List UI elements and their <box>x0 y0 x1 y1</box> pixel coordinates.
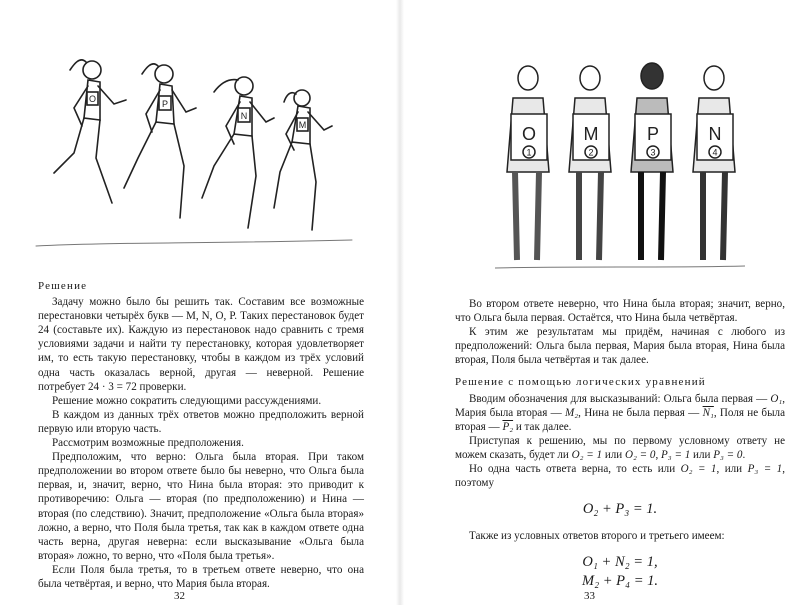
runner-bib-4: M <box>298 120 307 130</box>
symbol-o1: O₁ <box>770 392 783 405</box>
girl-4 <box>693 66 735 260</box>
card-number-2: 2 <box>588 147 594 158</box>
runner-3 <box>202 77 274 228</box>
book-gutter <box>396 0 404 605</box>
notation-paragraph: Вводим обозначения для высказываний: Ольга была первая — O₁, Мария была вторая — M₂, Нина не была первая — N₁, Поля не была вторая — P₂ и так далее. <box>455 392 785 433</box>
paragraph: Во втором ответе неверно, что Нина была вторая; значит, верно, что Ольга была первая. Остаётся, что Нина была четвёртая. <box>455 298 785 325</box>
formula-3: M₂ + P₄ = 1. <box>582 573 658 590</box>
runner-4 <box>274 90 332 230</box>
logic-equations-heading: Решение с помощью логических уравнений <box>455 376 706 389</box>
formula-2: O₁ + N₂ = 1, <box>582 554 658 571</box>
paragraph: Предположим, что верно: Ольга была вторая. При таком предположении во втором ответе было бы неверно, что Ольга была первая, и, значит, верно, что Нина была вторая: это приводит к противоречию: Ольга — вторая (по предположению) и Нина — вторая (по следствию). Значит, предположение «Ольга была вторая» ложно, а верно, что Поля была третья, так как в каждом ответе одна часть верна, другая неверна: если высказывание «Ольга была вторая» ложно, то верно, что «Поля была третья». <box>38 451 364 562</box>
runner-1 <box>54 60 126 203</box>
card-number-3: 3 <box>650 147 656 158</box>
runner-bib-1: O <box>88 94 97 104</box>
left-page-text <box>38 279 364 591</box>
card-letter-4: N <box>708 124 722 144</box>
runner-bib-2: P <box>161 99 169 109</box>
symbol-n1-bar: N₁ <box>702 406 714 419</box>
page-number-right: 33 <box>584 590 595 602</box>
solution-heading: Решение <box>38 280 88 292</box>
paragraph: В каждом из данных трёх ответов можно предположить верной первую или вторую часть. <box>38 408 364 435</box>
paragraph: К этим же результатам мы придём, начиная с любого из предположений: Ольга была первая, Мария была вторая, Нина была вторая, Поля была четвёртая и так далее. <box>455 326 785 367</box>
paragraph: Рассмотрим возможные предположения. <box>52 437 244 450</box>
formula-1: O₂ + P₃ = 1. <box>582 501 658 518</box>
girl-3 <box>631 63 673 260</box>
symbol-p2-bar: P₂ <box>502 420 514 433</box>
paragraph: Также из условных ответов второго и третьего имеем: <box>469 530 725 543</box>
card-number-4: 4 <box>712 147 718 158</box>
conclusion-paragraph: Но одна часть ответа верна, то есть или O₂ = 1, или P₃ = 1, поэтому <box>455 463 785 490</box>
girl-2 <box>569 66 611 260</box>
runner-bib-3: N <box>240 111 248 121</box>
girl-1 <box>507 66 549 260</box>
paragraph: Если Поля была третья, то в третьем ответе неверно, что она была четвёртая, и верно, что Мария была вторая. <box>38 563 364 590</box>
runners-illustration <box>34 48 354 256</box>
girls-with-cards-illustration <box>495 62 745 274</box>
card-number-1: 1 <box>526 147 532 158</box>
runner-2 <box>124 64 196 218</box>
card-letter-1: O <box>521 124 537 144</box>
right-page-text <box>455 297 785 601</box>
symbol-m2: M₂ <box>565 406 579 419</box>
page-number-left: 32 <box>174 590 185 602</box>
card-letter-3: P <box>646 124 660 144</box>
setup-paragraph: Приступая к решению, мы по первому условному ответу не можем сказать, будет ли O₂ = 1 или O₂ = 0, P₃ = 1 или P₃ = 0. <box>455 434 785 461</box>
paragraph: Задачу можно было бы решить так. Составим все возможные перестановки четырёх букв — M, N, O, P. Таких перестановок будет 24 (составьте их). Каждую из перестановок надо сравнить с тремя условиями задачи и найти ту перестановку, которая удовлетворяет им, то есть такую перестановку, чтобы в каждом из трёх условий одна часть оказалась верной, другая — неверной. Решение потребует 24 · 3 = 72 проверки. <box>38 296 364 393</box>
card-letter-2: M <box>583 124 599 144</box>
paragraph: Решение можно сократить следующими рассуждениями. <box>52 394 322 407</box>
